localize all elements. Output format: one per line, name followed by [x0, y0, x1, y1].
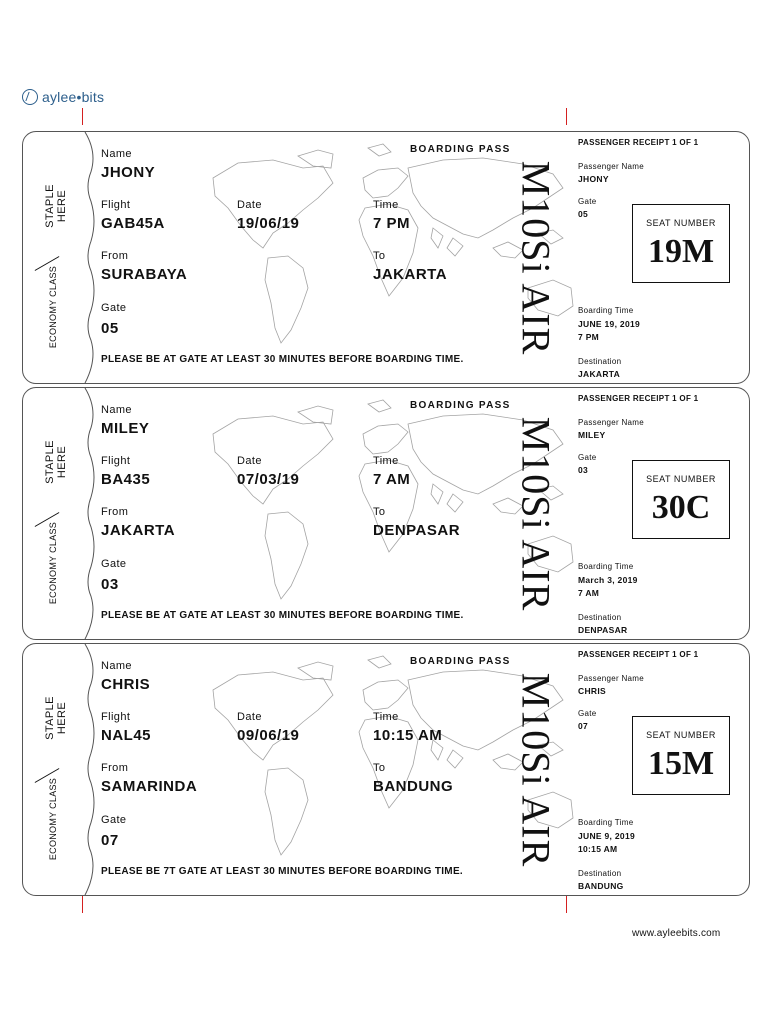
origin-city: SAMARINDA — [101, 778, 198, 795]
gate-label: Gate — [101, 814, 127, 826]
to-label: To — [373, 506, 386, 518]
flight-date: 09/06/19 — [237, 727, 300, 744]
class-label: ECONOMY CLASS — [48, 777, 58, 861]
gate-label: Gate — [101, 558, 127, 570]
receipt-destination: DENPASAR — [578, 625, 628, 635]
receipt-gate-label: Gate — [578, 709, 597, 718]
flight-time: 10:15 AM — [373, 727, 443, 744]
destination-city: JAKARTA — [373, 266, 448, 283]
airline-text: M10Si AIR — [513, 416, 559, 612]
flight-label: Flight — [101, 711, 131, 723]
boarding-time: 7 PM — [578, 332, 600, 342]
stub-divider — [83, 644, 99, 895]
staple-label: STAPLE HERE — [44, 696, 68, 740]
staple-label: STAPLE HERE — [44, 440, 68, 484]
passenger-name: JHONY — [101, 164, 156, 181]
seat-number-box — [632, 204, 730, 283]
flight-number: BA435 — [101, 471, 151, 488]
receipt-gate: 07 — [578, 721, 589, 731]
boarding-pass-ticket — [22, 643, 750, 896]
airline-text: M10Si AIR — [513, 672, 559, 868]
airline-name — [511, 388, 561, 640]
flight-label: Flight — [101, 199, 131, 211]
brand-logo — [22, 89, 104, 105]
destination-city: BANDUNG — [373, 778, 454, 795]
gate-label: Gate — [101, 302, 127, 314]
name-label: Name — [101, 404, 132, 416]
staple-area — [27, 680, 77, 750]
destination-label: Destination — [578, 357, 622, 366]
origin-city: SURABAYA — [101, 266, 188, 283]
seat-number-box — [632, 460, 730, 539]
boarding-pass-ticket — [22, 131, 750, 384]
seat-number: 15M — [647, 745, 715, 782]
boarding-pass-title: BOARDING PASS — [410, 656, 511, 667]
stub-divider — [83, 132, 99, 383]
flight-date: 19/06/19 — [237, 215, 300, 232]
staple-label: STAPLE HERE — [44, 184, 68, 228]
flight-date: 07/03/19 — [237, 471, 300, 488]
seat-number-box — [632, 716, 730, 795]
receipt-passenger-label: Passenger Name — [578, 162, 645, 171]
passenger-receipt — [578, 388, 750, 639]
boarding-date: March 3, 2019 — [578, 575, 638, 585]
flight-number: GAB45A — [101, 215, 165, 232]
flight-time: 7 AM — [373, 471, 411, 488]
date-label: Date — [237, 199, 262, 211]
boarding-pass-ticket — [22, 387, 750, 640]
boarding-time: 10:15 AM — [578, 844, 618, 854]
destination-city: DENPASAR — [373, 522, 461, 539]
flight-time: 7 PM — [373, 215, 411, 232]
boarding-pass-title: BOARDING PASS — [410, 400, 511, 411]
from-label: From — [101, 250, 129, 262]
passenger-name: MILEY — [101, 420, 150, 437]
boarding-date: JUNE 9, 2019 — [578, 831, 635, 841]
class-label: ECONOMY CLASS — [48, 265, 58, 349]
cut-mark — [566, 896, 567, 913]
ticket-stub — [23, 644, 83, 895]
date-label: Date — [237, 455, 262, 467]
gate-number: 07 — [101, 832, 119, 849]
boarding-date: JUNE 19, 2019 — [578, 319, 641, 329]
receipt-passenger-label: Passenger Name — [578, 418, 645, 427]
cut-mark — [566, 108, 567, 125]
boarding-time: 7 AM — [578, 588, 600, 598]
flight-label: Flight — [101, 455, 131, 467]
flight-number: NAL45 — [101, 727, 152, 744]
time-label: Time — [373, 199, 399, 211]
receipt-gate: 03 — [578, 465, 589, 475]
to-label: To — [373, 250, 386, 262]
footer-url: www.ayleebits.com — [632, 928, 721, 939]
airline-name — [511, 132, 561, 384]
receipt-title: PASSENGER RECEIPT 1 OF 1 — [578, 650, 699, 659]
receipt-passenger-name: CHRIS — [578, 686, 606, 696]
boarding-notice: PLEASE BE AT GATE AT LEAST 30 MINUTES BEFORE BOARDING TIME. — [101, 354, 464, 365]
receipt-destination: JAKARTA — [578, 369, 621, 379]
cut-mark — [82, 108, 83, 125]
name-label: Name — [101, 148, 132, 160]
from-label: From — [101, 762, 129, 774]
ticket-stub — [23, 388, 83, 639]
destination-label: Destination — [578, 869, 622, 878]
date-label: Date — [237, 711, 262, 723]
time-label: Time — [373, 711, 399, 723]
staple-area — [27, 168, 77, 238]
logo-text: aylee•bits — [42, 89, 105, 105]
seat-number-label: SEAT NUMBER — [646, 730, 716, 740]
passenger-receipt — [578, 132, 750, 383]
from-label: From — [101, 506, 129, 518]
time-label: Time — [373, 455, 399, 467]
boarding-notice: PLEASE BE AT GATE AT LEAST 30 MINUTES BEFORE BOARDING TIME. — [101, 610, 464, 621]
to-label: To — [373, 762, 386, 774]
airline-text: M10Si AIR — [513, 160, 559, 356]
passenger-name: CHRIS — [101, 676, 151, 693]
cut-mark — [82, 896, 83, 913]
class-label: ECONOMY CLASS — [48, 521, 58, 605]
destination-label: Destination — [578, 613, 622, 622]
boarding-time-label: Boarding Time — [578, 818, 634, 827]
origin-city: JAKARTA — [101, 522, 176, 539]
boarding-notice: PLEASE BE 7T GATE AT LEAST 30 MINUTES BEFORE BOARDING TIME. — [101, 866, 463, 877]
gate-number: 05 — [101, 320, 119, 337]
seat-number-label: SEAT NUMBER — [646, 474, 716, 484]
seat-number-label: SEAT NUMBER — [646, 218, 716, 228]
receipt-gate-label: Gate — [578, 197, 597, 206]
passenger-receipt — [578, 644, 750, 895]
receipt-title: PASSENGER RECEIPT 1 OF 1 — [578, 394, 699, 403]
gate-number: 03 — [101, 576, 119, 593]
airline-name — [511, 644, 561, 896]
seat-number: 19M — [647, 233, 715, 270]
logo-icon — [22, 89, 38, 105]
ticket-stub — [23, 132, 83, 383]
receipt-destination: BANDUNG — [578, 881, 624, 891]
boarding-pass-title: BOARDING PASS — [410, 144, 511, 155]
receipt-passenger-label: Passenger Name — [578, 674, 645, 683]
receipt-passenger-name: MILEY — [578, 430, 606, 440]
receipt-passenger-name: JHONY — [578, 174, 609, 184]
receipt-gate-label: Gate — [578, 453, 597, 462]
boarding-time-label: Boarding Time — [578, 306, 634, 315]
stub-divider — [83, 388, 99, 639]
boarding-time-label: Boarding Time — [578, 562, 634, 571]
seat-number: 30C — [651, 489, 711, 526]
name-label: Name — [101, 660, 132, 672]
receipt-title: PASSENGER RECEIPT 1 OF 1 — [578, 138, 699, 147]
receipt-gate: 05 — [578, 209, 589, 219]
staple-area — [27, 424, 77, 494]
